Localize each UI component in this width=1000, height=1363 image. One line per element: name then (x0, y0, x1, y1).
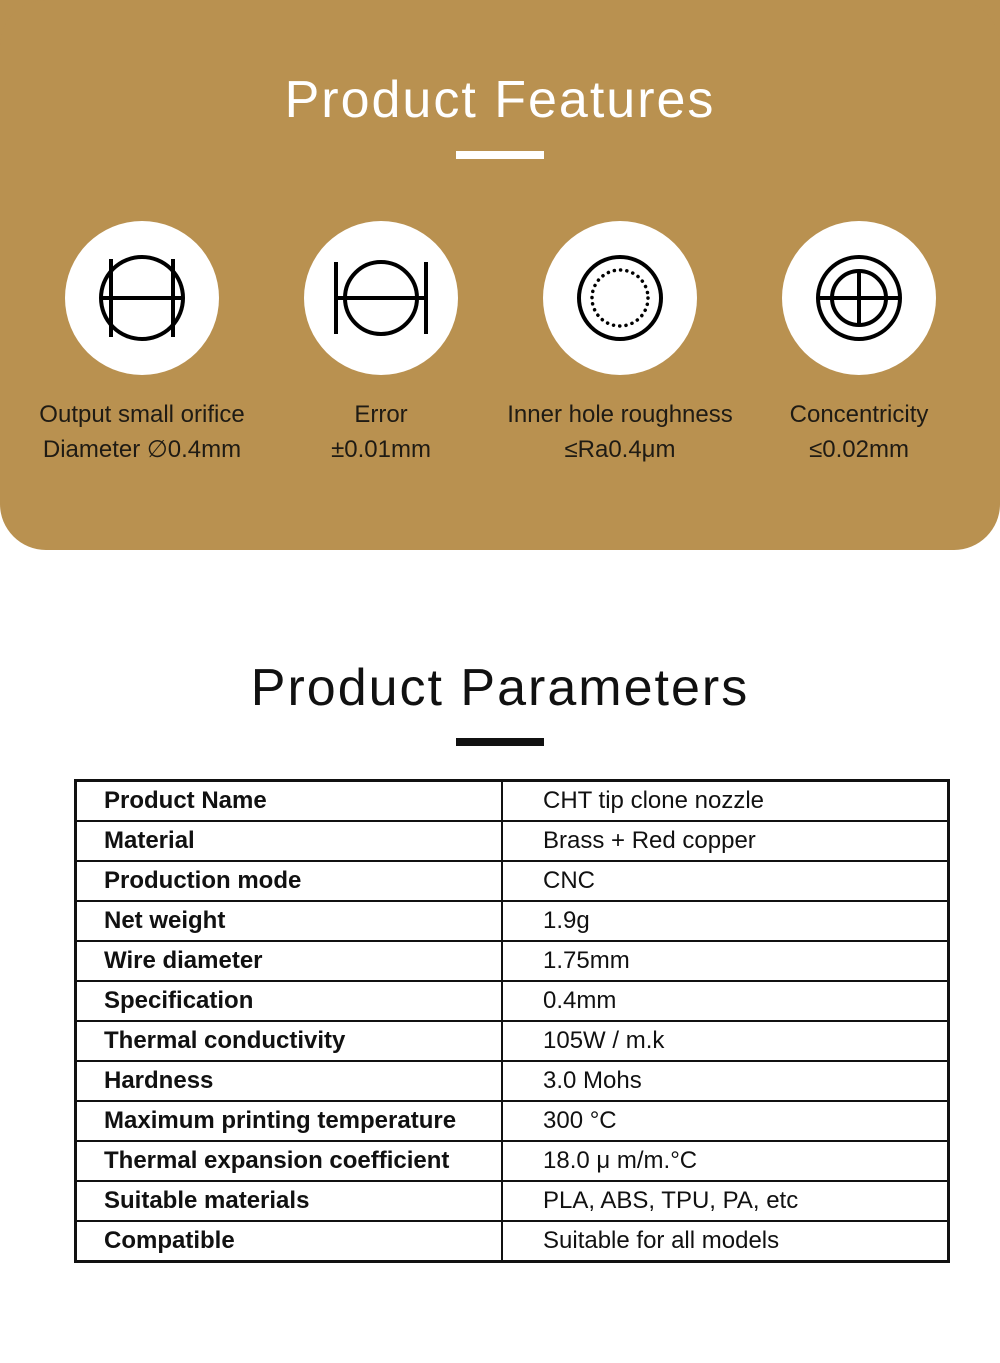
feature-icon-circle (65, 221, 219, 375)
roughness-icon (575, 253, 665, 343)
param-key: Material (76, 821, 503, 861)
param-value: 105W / m.k (502, 1021, 949, 1061)
param-key: Net weight (76, 901, 503, 941)
param-value: CNC (502, 861, 949, 901)
param-key: Compatible (76, 1221, 503, 1262)
features-title: Product Features (284, 71, 716, 129)
param-key: Thermal expansion coefficient (76, 1141, 503, 1181)
table-row (76, 1181, 949, 1221)
parameters-table (74, 779, 950, 1263)
param-key: Product Name (76, 781, 503, 822)
param-key: Thermal conductivity (76, 1021, 503, 1061)
parameters-title-underline (456, 738, 544, 746)
feature-label-line1: Inner hole roughness (507, 401, 733, 428)
param-value: 3.0 Mohs (502, 1061, 949, 1101)
feature-label-line1: Concentricity (789, 401, 929, 428)
table-row (76, 981, 949, 1021)
features-panel (0, 0, 1000, 550)
param-key: Suitable materials (76, 1181, 503, 1221)
param-key: Maximum printing temperature (76, 1101, 503, 1141)
feature-icon-circle (543, 221, 697, 375)
feature-label-line2: Diameter ∅0.4mm (42, 436, 242, 463)
feature-label-line1: Output small orifice (39, 401, 245, 428)
param-value: 300 °C (502, 1101, 949, 1141)
param-value: 1.75mm (502, 941, 949, 981)
param-key: Specification (76, 981, 503, 1021)
orifice-diameter-icon (97, 253, 187, 343)
parameters-title: Product Parameters (250, 659, 750, 717)
feature-concentricity (739, 221, 979, 467)
param-value: 18.0 μ m/m.°C (502, 1141, 949, 1181)
param-value: CHT tip clone nozzle (502, 781, 949, 822)
feature-orifice-diameter (22, 221, 262, 467)
feature-icon-circle (782, 221, 936, 375)
feature-label-line2: ≤Ra0.4μm (564, 436, 676, 463)
feature-icon-circle (304, 221, 458, 375)
table-row (76, 1221, 949, 1262)
param-key: Hardness (76, 1061, 503, 1101)
table-row (76, 1061, 949, 1101)
param-key: Production mode (76, 861, 503, 901)
param-value: 0.4mm (502, 981, 949, 1021)
table-row (76, 1101, 949, 1141)
table-row (76, 861, 949, 901)
param-value: 1.9g (502, 901, 949, 941)
table-row (76, 1021, 949, 1061)
param-value: PLA, ABS, TPU, PA, etc (502, 1181, 949, 1221)
concentricity-icon (814, 253, 904, 343)
param-value: Brass + Red copper (502, 821, 949, 861)
table-row (76, 901, 949, 941)
table-row (76, 1141, 949, 1181)
table-row (76, 941, 949, 981)
feature-error (261, 221, 501, 467)
table-row (76, 781, 949, 822)
table-row (76, 821, 949, 861)
feature-label-line2: ±0.01mm (331, 436, 431, 463)
error-tolerance-icon (332, 260, 430, 336)
features-title-underline (456, 151, 544, 159)
param-value: Suitable for all models (502, 1221, 949, 1262)
feature-label-line1: Error (354, 401, 408, 428)
feature-inner-hole-roughness (500, 221, 740, 467)
param-key: Wire diameter (76, 941, 503, 981)
feature-label-line2: ≤0.02mm (809, 436, 909, 463)
